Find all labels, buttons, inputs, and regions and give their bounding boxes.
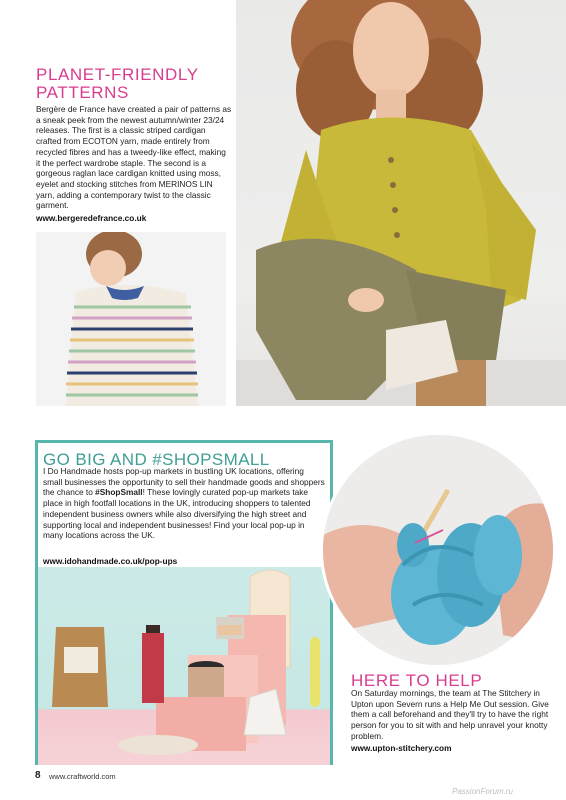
here-to-help-heading: HERE TO HELP <box>351 671 483 690</box>
shopsmall-body-text-1: I Do Handmade hosts pop-up markets in bustling UK locations, offering small businesses the opportunity to sell their handmade goods and shoppers the chance to <box>43 466 325 498</box>
idohandmade-link[interactable]: www.idohandmade.co.uk/pop-ups <box>43 556 178 566</box>
knitting-photo <box>320 432 556 668</box>
planet-friendly-heading <box>36 66 236 102</box>
yellow-cardigan-illustration <box>236 0 566 406</box>
heading-line-2: PATTERNS <box>36 83 129 102</box>
yellow-cardigan-photo <box>236 0 566 406</box>
shopsmall-hashtag: #ShopSmall <box>95 487 143 498</box>
shopsmall-body-text-2: ! These lovingly curated pop-up markets take place in high footfall locations in the UK, introducing shoppers to talented independent business owners while also diversifying the high street and supporting local and independent businesses! Find your local pop-up in many locations across the UK. <box>43 487 311 541</box>
shopsmall-heading: GO BIG AND #SHOPSMALL <box>43 450 270 469</box>
footer-site-link[interactable]: www.craftworld.com <box>49 772 116 781</box>
upton-stitchery-link[interactable]: www.upton-stitchery.com <box>351 743 452 753</box>
page-number: 8 <box>35 770 41 781</box>
knitting-illustration <box>323 435 553 665</box>
heading-line-1: PLANET-FRIENDLY <box>36 65 199 84</box>
handmade-products-photo <box>38 567 330 765</box>
here-to-help-body: On Saturday mornings, the team at The Stitchery in Upton upon Severn runs a Help Me Out session. Give them a call beforehand and they'll try to have the right person for you to sit with and help unravel your knotty problem. <box>351 688 549 741</box>
bergere-link[interactable]: www.bergeredefrance.co.uk <box>36 213 147 223</box>
shopsmall-body <box>43 466 325 541</box>
striped-cardigan-illustration <box>36 232 226 406</box>
watermark: PassionForum.ru <box>452 787 513 796</box>
handmade-products-illustration <box>38 567 330 765</box>
striped-cardigan-photo <box>36 232 226 406</box>
planet-friendly-body: Bergère de France have created a pair of patterns as a sneak peek from the newest autumn/winter 23/24 releases. The first is a classic striped cardigan crafted from ECOTON yarn, made entirely from recycled fibres and has a tweedy-like effect, making it the perfect wardrobe staple. The second is a gorgeous raglan lace cardigan knitted using moss, eyelet and stocking stitches from MERINOS LIN yarn, adding a contemporary twist to the classic garment. <box>36 104 232 211</box>
